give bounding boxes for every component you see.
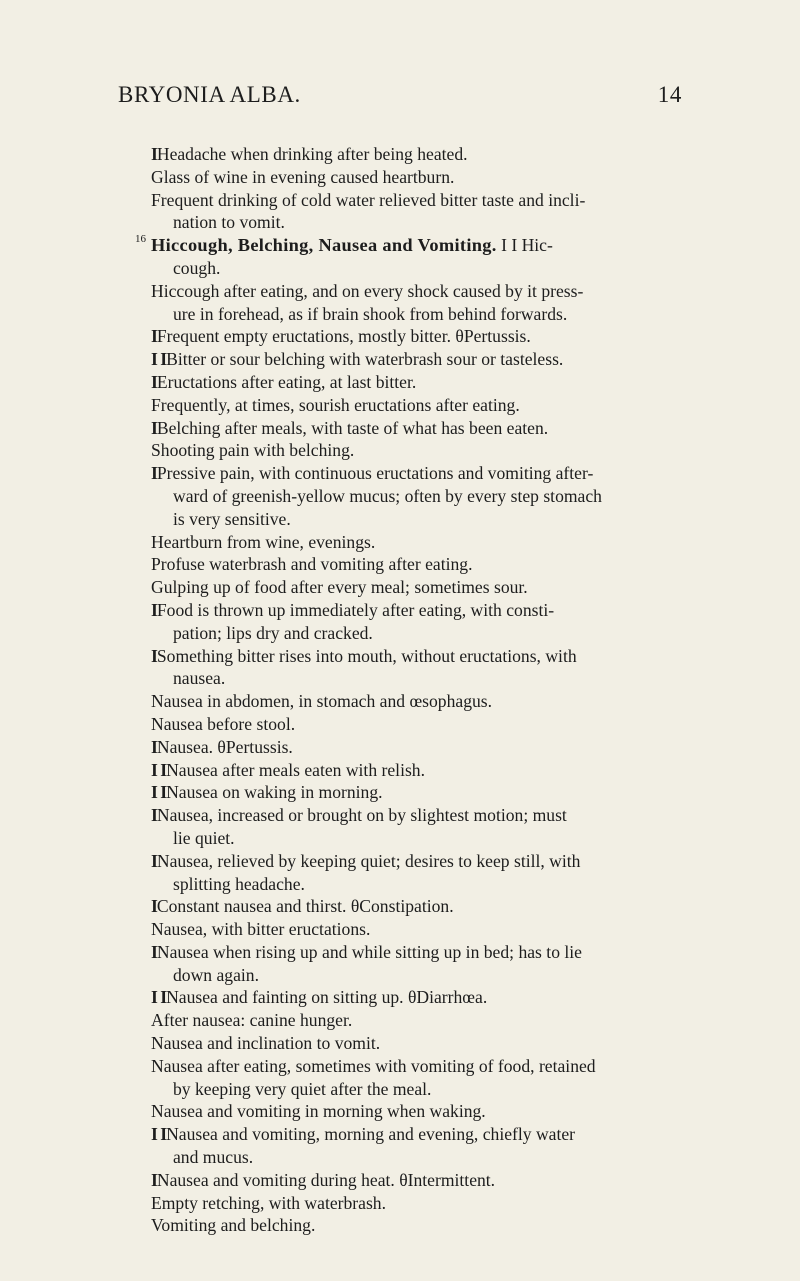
line-text: Frequently, at times, sourish eructations after eating. bbox=[151, 394, 520, 415]
text-line bbox=[151, 781, 671, 804]
text-line-continuation bbox=[151, 622, 671, 645]
text-line-continuation bbox=[151, 667, 671, 690]
text-line bbox=[151, 599, 671, 622]
running-title: BRYONIA ALBA. bbox=[118, 82, 301, 107]
line-text: Glass of wine in evening caused heartburn. bbox=[151, 166, 455, 187]
page-number: 14 bbox=[657, 82, 682, 107]
symptom-mark: I bbox=[151, 736, 157, 757]
text-line bbox=[151, 166, 671, 189]
text-line bbox=[151, 1214, 671, 1237]
line-text: Something bitter rises into mouth, without eructations, with bbox=[156, 645, 577, 666]
symptom-mark: I bbox=[151, 599, 157, 620]
text-line bbox=[151, 371, 671, 394]
text-line bbox=[151, 1192, 671, 1215]
line-text: Nausea, relieved by keeping quiet; desires to keep still, with bbox=[156, 850, 581, 871]
text-line bbox=[151, 736, 671, 759]
text-line bbox=[151, 850, 671, 873]
symptom-mark: I bbox=[151, 941, 157, 962]
text-line bbox=[151, 759, 671, 782]
text-line-continuation bbox=[151, 827, 671, 850]
section-title: Hiccough, Belching, Nausea and Vomiting. bbox=[151, 235, 497, 256]
line-text: Nausea and fainting on sitting up. θDiarrhœa. bbox=[166, 987, 488, 1008]
text-line bbox=[151, 895, 671, 918]
symptom-mark: I bbox=[151, 463, 157, 484]
symptom-mark: I I bbox=[151, 1124, 167, 1145]
line-text: Nausea after meals eaten with relish. bbox=[166, 759, 426, 780]
line-text: Gulping up of food after every meal; sometimes sour. bbox=[151, 577, 528, 598]
line-text: Nausea on waking in morning. bbox=[166, 782, 383, 803]
line-text: ward of greenish-yellow mucus; often by every step stomach bbox=[173, 485, 602, 506]
line-text: I I Hic- bbox=[501, 235, 553, 256]
line-text: Hiccough after eating, and on every shock caused by it press- bbox=[151, 280, 584, 301]
text-line bbox=[151, 690, 671, 713]
text-line bbox=[151, 143, 671, 166]
line-text: Vomiting and belching. bbox=[151, 1215, 316, 1236]
text-line-continuation bbox=[151, 211, 671, 234]
line-text: Nausea when rising up and while sitting up in bed; has to lie bbox=[156, 941, 582, 962]
line-text: splitting headache. bbox=[173, 873, 305, 894]
text-line bbox=[151, 325, 671, 348]
line-text: Frequent empty eructations, mostly bitter. θPertussis. bbox=[156, 326, 531, 347]
line-text: Profuse waterbrash and vomiting after eating. bbox=[151, 554, 473, 575]
line-text: Food is thrown up immediately after eating, with consti- bbox=[156, 599, 555, 620]
symptom-mark: I bbox=[151, 417, 157, 438]
text-line bbox=[151, 439, 671, 462]
line-text: nation to vomit. bbox=[173, 212, 285, 233]
text-line-continuation bbox=[151, 508, 671, 531]
symptom-mark: I I bbox=[151, 782, 167, 803]
line-text: down again. bbox=[173, 964, 259, 985]
text-line-continuation bbox=[151, 873, 671, 896]
line-text: Eructations after eating, at last bitter. bbox=[156, 371, 417, 392]
line-text: lie quiet. bbox=[173, 827, 235, 848]
line-text: ure in forehead, as if brain shook from behind forwards. bbox=[173, 303, 568, 324]
section-number: 16 bbox=[135, 233, 146, 246]
line-text: Nausea and vomiting, morning and evening, chiefly water bbox=[166, 1124, 576, 1145]
line-text: Nausea and inclination to vomit. bbox=[151, 1033, 381, 1054]
text-line bbox=[151, 1100, 671, 1123]
symptom-mark: I bbox=[151, 144, 157, 164]
text-line bbox=[151, 941, 671, 964]
text-line bbox=[151, 1009, 671, 1032]
line-text: Pressive pain, with continuous eructations and vomiting after- bbox=[156, 463, 594, 484]
symptom-mark: I bbox=[151, 326, 157, 347]
text-line-continuation bbox=[151, 1146, 671, 1169]
line-text: Nausea and vomiting in morning when waking. bbox=[151, 1101, 486, 1122]
line-text: cough. bbox=[173, 257, 221, 278]
symptom-mark: I I bbox=[151, 759, 167, 780]
line-text: by keeping very quiet after the meal. bbox=[173, 1078, 432, 1099]
line-text: pation; lips dry and cracked. bbox=[173, 622, 373, 643]
text-line bbox=[151, 531, 671, 554]
text-line bbox=[151, 462, 671, 485]
line-text: Belching after meals, with taste of what has been eaten. bbox=[156, 417, 549, 438]
line-text: Nausea and vomiting during heat. θIntermittent. bbox=[156, 1169, 496, 1190]
text-line bbox=[151, 1032, 671, 1055]
line-text: is very sensitive. bbox=[173, 508, 291, 529]
line-text: Heartburn from wine, evenings. bbox=[151, 531, 376, 552]
line-text: Nausea in abdomen, in stomach and œsophagus. bbox=[151, 691, 493, 712]
text-line bbox=[151, 576, 671, 599]
symptom-mark: I bbox=[151, 850, 157, 871]
text-line bbox=[151, 1169, 671, 1192]
line-text: Nausea, increased or brought on by slightest motion; must bbox=[156, 805, 567, 826]
line-text: Nausea, with bitter eructations. bbox=[151, 919, 371, 940]
text-line bbox=[151, 553, 671, 576]
text-line bbox=[151, 394, 671, 417]
text-line bbox=[151, 986, 671, 1009]
text-line bbox=[151, 1123, 671, 1146]
text-line bbox=[151, 189, 671, 212]
line-text: Bitter or sour belching with waterbrash sour or tasteless. bbox=[166, 349, 564, 370]
text-line bbox=[151, 804, 671, 827]
line-text: After nausea: canine hunger. bbox=[151, 1010, 353, 1031]
symptom-mark: I bbox=[151, 1169, 157, 1190]
line-text: Nausea. θPertussis. bbox=[156, 736, 293, 757]
line-text: and mucus. bbox=[173, 1147, 254, 1168]
line-text: Constant nausea and thirst. θConstipation. bbox=[156, 896, 454, 917]
symptom-mark: I I bbox=[151, 987, 167, 1008]
text-line-continuation bbox=[151, 964, 671, 987]
text-line bbox=[151, 713, 671, 736]
line-text: nausea. bbox=[173, 668, 226, 689]
text-line-continuation bbox=[151, 303, 671, 326]
text-line-continuation bbox=[151, 257, 671, 280]
line-text: Nausea before stool. bbox=[151, 713, 296, 734]
text-line bbox=[151, 645, 671, 668]
line-text: Nausea after eating, sometimes with vomiting of food, retained bbox=[151, 1055, 596, 1076]
line-text: Shooting pain with belching. bbox=[151, 440, 355, 461]
text-line bbox=[151, 1055, 671, 1078]
symptom-mark: I bbox=[151, 805, 157, 826]
text-line bbox=[151, 280, 671, 303]
text-line bbox=[151, 918, 671, 941]
text-body bbox=[135, 143, 671, 1237]
text-line bbox=[151, 417, 671, 440]
section-heading-line bbox=[135, 233, 671, 257]
line-text: Empty retching, with waterbrash. bbox=[151, 1192, 387, 1213]
line-text: Headache when drinking after being heated. bbox=[156, 144, 468, 164]
text-line-continuation bbox=[151, 485, 671, 508]
symptom-mark: I bbox=[151, 371, 157, 392]
symptom-mark: I bbox=[151, 896, 157, 917]
text-line-continuation bbox=[151, 1078, 671, 1101]
text-line bbox=[151, 348, 671, 371]
symptom-mark: I I bbox=[151, 349, 167, 370]
symptom-mark: I bbox=[151, 645, 157, 666]
line-text: Frequent drinking of cold water relieved bitter taste and incli- bbox=[151, 189, 586, 210]
